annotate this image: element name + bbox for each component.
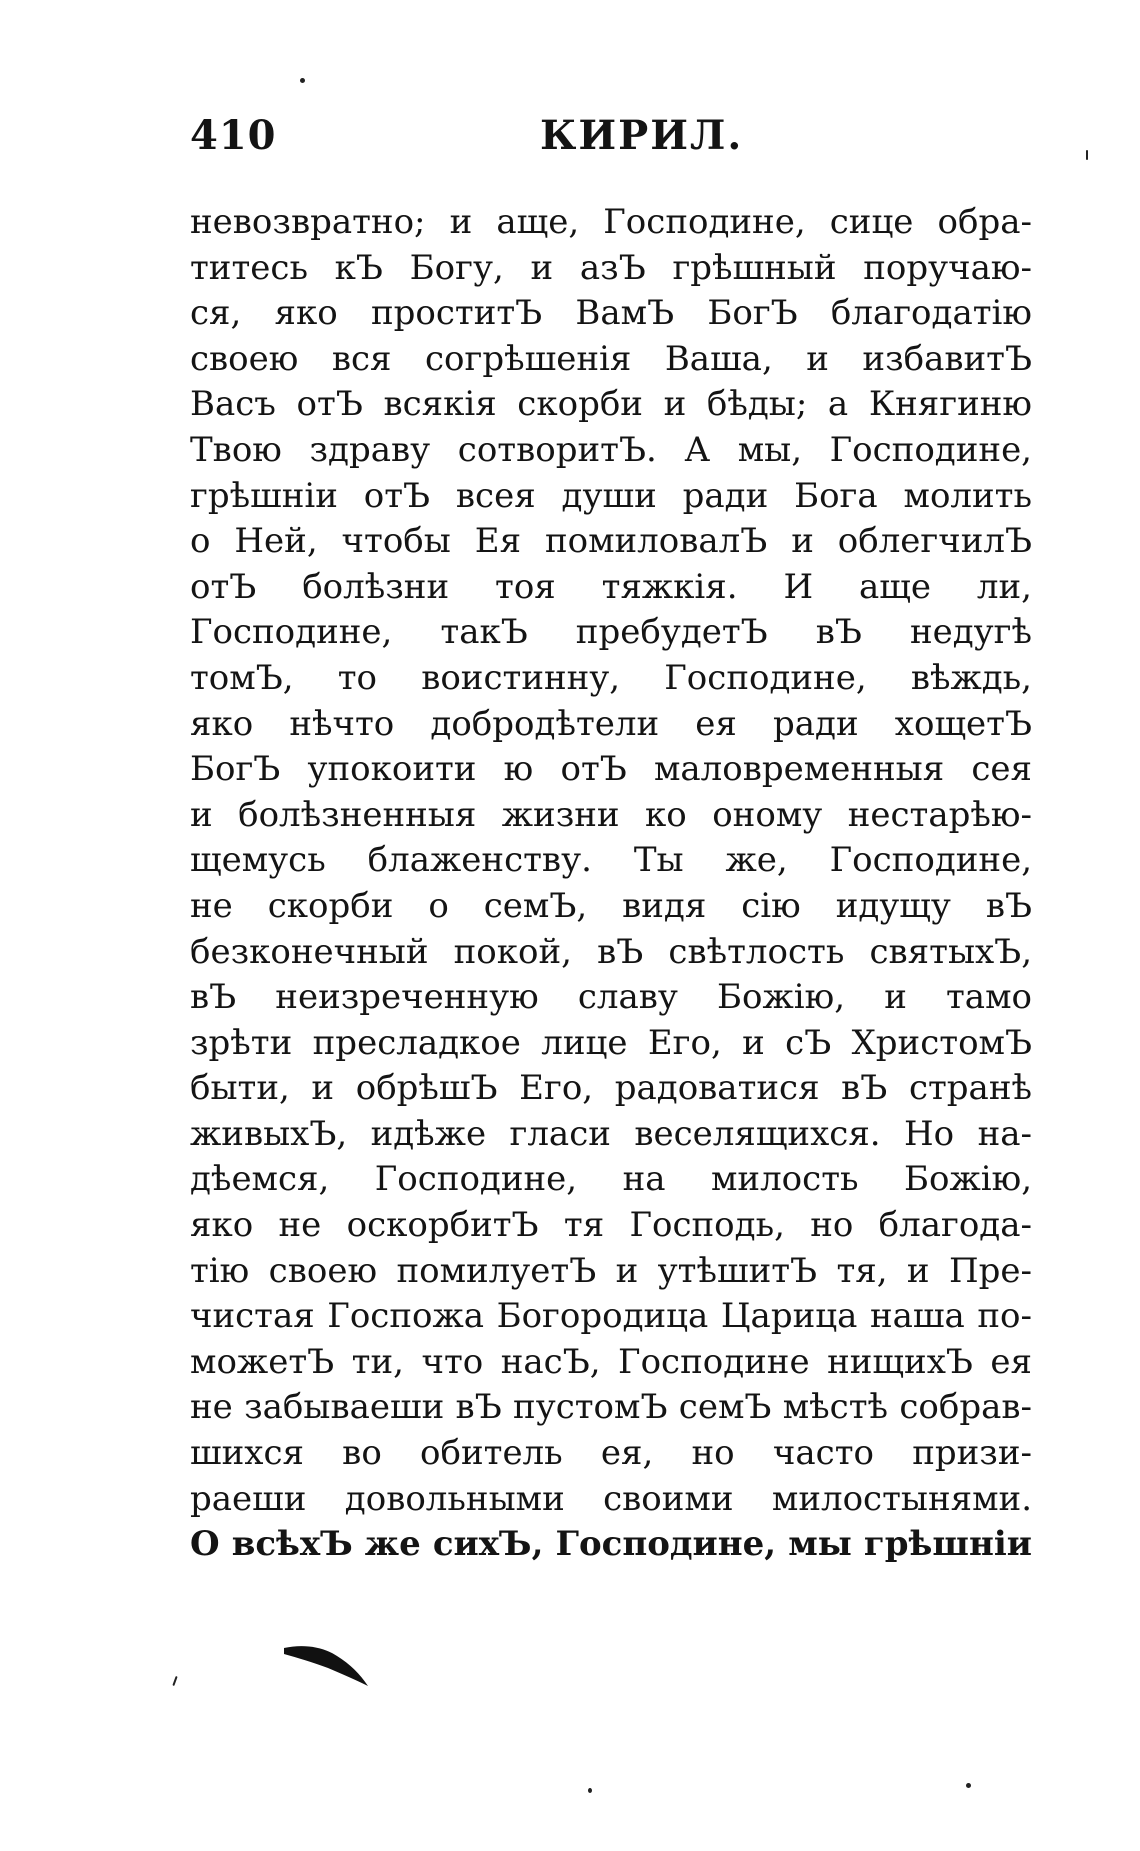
text-line: зрѣти пресладкое лице Его, и сЪ ХристомЪ — [190, 1022, 1032, 1063]
text-line: ся, яко проститЪ ВамЪ БогЪ благодатію — [190, 293, 1032, 334]
text-line: отЪ болѣзни тоя тяжкія. И аще ли, — [190, 566, 1032, 607]
text-line: быти, и обрѣшЪ Его, радоватися вЪ странѣ — [190, 1068, 1032, 1109]
text-line: можетЪ ти, что насЪ, Господине нищихЪ ея — [190, 1341, 1032, 1382]
text-line: невозвратно; и аще, Господине, сице обра- — [190, 202, 1032, 242]
text-line: безконечный покой, вЪ свѣтлость святыхЪ, — [190, 931, 1032, 972]
text-line: вЪ неизреченную славу Божію, и тамо — [190, 977, 1032, 1018]
text-line: чистая Госпожа Богородица Царица наша по- — [190, 1296, 1032, 1337]
scan-speck — [172, 1676, 177, 1686]
text-line: не скорби о семЪ, видя сію идущу вЪ — [190, 885, 1032, 926]
text-line: яко нѣчто добродѣтели ея ради хощетЪ — [190, 703, 1032, 744]
text-line: О всѣхЪ же сихЪ, Господине, мы грѣшніи — [190, 1524, 1032, 1565]
text-line: Господине, такЪ пребудетЪ вЪ недугѣ — [190, 612, 1032, 653]
text-line: БогЪ упокоити ю отЪ маловременныя сея — [190, 749, 1032, 790]
text-line: Васъ отЪ всякія скорби и бѣды; а Княгиню — [190, 384, 1032, 425]
text-line: дѣемся, Господине, на милость Божію, — [190, 1159, 1032, 1200]
scan-speck — [1086, 150, 1088, 160]
text-line: шихся во обитель ея, но часто призи- — [190, 1433, 1032, 1474]
scan-speck — [300, 78, 305, 83]
text-line: титесь кЪ Богу, и азЪ грѣшный поручаю- — [190, 247, 1032, 288]
body-text — [190, 200, 1032, 1568]
text-line: томЪ, то воистинну, Господине, вѣждь, — [190, 657, 1032, 698]
text-line: яко не оскорбитЪ тя Господь, но благода- — [190, 1205, 1032, 1246]
page-header — [190, 112, 1030, 172]
text-line: своею вся согрѣшенія Ваша, и избавитЪ — [190, 338, 1032, 379]
page-number: 410 — [190, 112, 277, 159]
text-line: не забываеши вЪ пустомЪ семЪ мѣстѣ собрав- — [190, 1387, 1032, 1428]
scan-speck — [588, 1788, 592, 1793]
text-line: живыхЪ, идѣже гласи веселящихся. Но на- — [190, 1113, 1032, 1154]
ink-smudge — [282, 1640, 372, 1690]
text-line: тію своею помилуетЪ и утѣшитЪ тя, и Пре- — [190, 1250, 1032, 1291]
text-line: Твою здраву сотворитЪ. А мы, Господине, — [190, 429, 1032, 470]
text-line: щемусь блаженству. Ты же, Господине, — [190, 840, 1032, 881]
text-line: о Ней, чтобы Ея помиловалЪ и облегчилЪ — [190, 521, 1032, 562]
text-line: раеши довольными своими милостынями. — [190, 1478, 1032, 1519]
text-line: грѣшніи отЪ всея души ради Бога молить — [190, 475, 1032, 516]
text-line: и болѣзненныя жизни ко оному нестарѣю- — [190, 794, 1032, 835]
scan-speck — [966, 1783, 971, 1788]
running-head: КИРИЛ. — [540, 112, 744, 159]
